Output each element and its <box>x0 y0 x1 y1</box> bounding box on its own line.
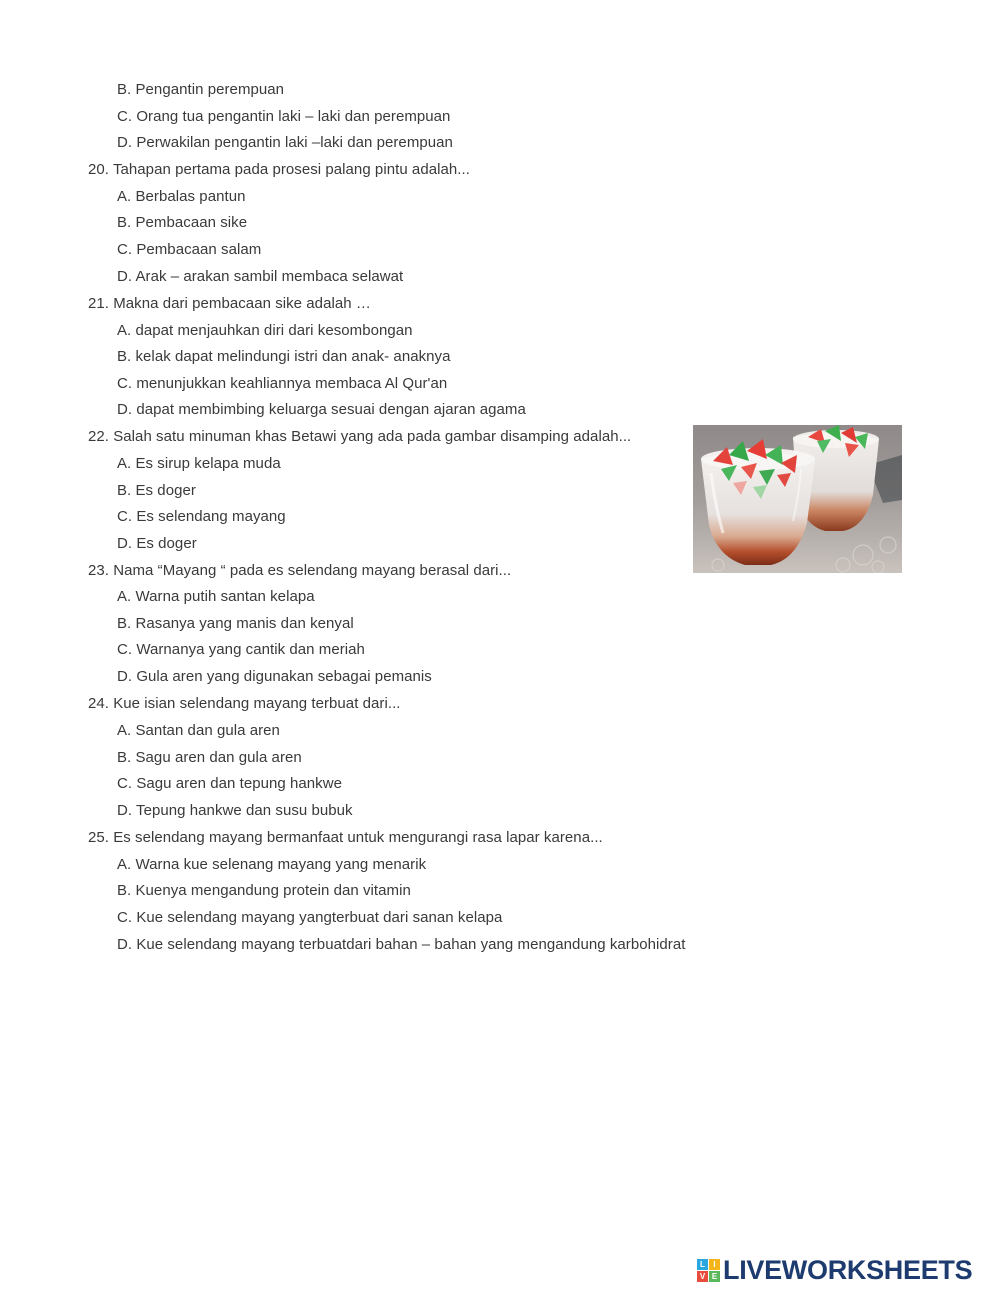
option-20d: D. Arak – arakan sambil membaca selawat <box>117 268 404 285</box>
option-19c: C. Orang tua pengantin laki – laki dan perempuan <box>117 108 451 125</box>
liveworksheets-badge-icon <box>697 1259 720 1282</box>
option-20c: C. Pembacaan salam <box>117 241 262 258</box>
option-22c: C. Es selendang mayang <box>117 508 286 525</box>
question-21: 21. Makna dari pembacaan sike adalah … <box>88 295 371 312</box>
option-19d: D. Perwakilan pengantin laki –laki dan perempuan <box>117 134 453 151</box>
option-25d: D. Kue selendang mayang terbuatdari bahan – bahan yang mengandung karbohidrat <box>117 936 686 953</box>
option-24a: A. Santan dan gula aren <box>117 722 280 739</box>
option-20b: B. Pembacaan sike <box>117 214 248 231</box>
option-24c: C. Sagu aren dan tepung hankwe <box>117 775 342 792</box>
option-25a: A. Warna kue selenang mayang yang menarik <box>117 856 427 873</box>
option-24b: B. Sagu aren dan gula aren <box>117 749 302 766</box>
option-25b: B. Kuenya mengandung protein dan vitamin <box>117 882 411 899</box>
question-25: 25. Es selendang mayang bermanfaat untuk mengurangi rasa lapar karena... <box>88 829 603 846</box>
badge-letter-i: I <box>709 1259 720 1270</box>
liveworksheets-logo <box>697 1255 972 1285</box>
option-23d: D. Gula aren yang digunakan sebagai pemanis <box>117 668 432 685</box>
option-22b: B. Es doger <box>117 482 196 499</box>
option-20a: A. Berbalas pantun <box>117 188 246 205</box>
option-21b: B. kelak dapat melindungi istri dan anak- anaknya <box>117 348 451 365</box>
badge-letter-v: V <box>697 1271 708 1282</box>
option-24d: D. Tepung hankwe dan susu bubuk <box>117 802 353 819</box>
option-21c: C. menunjukkan keahliannya membaca Al Qur'an <box>117 375 448 392</box>
option-23b: B. Rasanya yang manis dan kenyal <box>117 615 354 632</box>
liveworksheets-wordmark: LIVEWORKSHEETS <box>723 1254 973 1285</box>
option-23a: A. Warna putih santan kelapa <box>117 588 315 605</box>
option-21a: A. dapat menjauhkan diri dari kesombongan <box>117 322 413 339</box>
question-23: 23. Nama “Mayang “ pada es selendang mayang berasal dari... <box>88 562 512 579</box>
option-21d: D. dapat membimbing keluarga sesuai dengan ajaran agama <box>117 401 526 418</box>
question-24: 24. Kue isian selendang mayang terbuat dari... <box>88 695 401 712</box>
badge-letter-l: L <box>697 1259 708 1270</box>
badge-letter-e: E <box>709 1271 720 1282</box>
option-23c: C. Warnanya yang cantik dan meriah <box>117 641 365 658</box>
question-20: 20. Tahapan pertama pada prosesi palang pintu adalah... <box>88 161 470 178</box>
option-22d: D. Es doger <box>117 535 197 552</box>
option-25c: C. Kue selendang mayang yangterbuat dari sanan kelapa <box>117 909 503 926</box>
option-22a: A. Es sirup kelapa muda <box>117 455 281 472</box>
option-19b: B. Pengantin perempuan <box>117 81 285 98</box>
question-22: 22. Salah satu minuman khas Betawi yang ada pada gambar disamping adalah... <box>88 428 632 445</box>
es-selendang-mayang-photo <box>693 425 902 573</box>
